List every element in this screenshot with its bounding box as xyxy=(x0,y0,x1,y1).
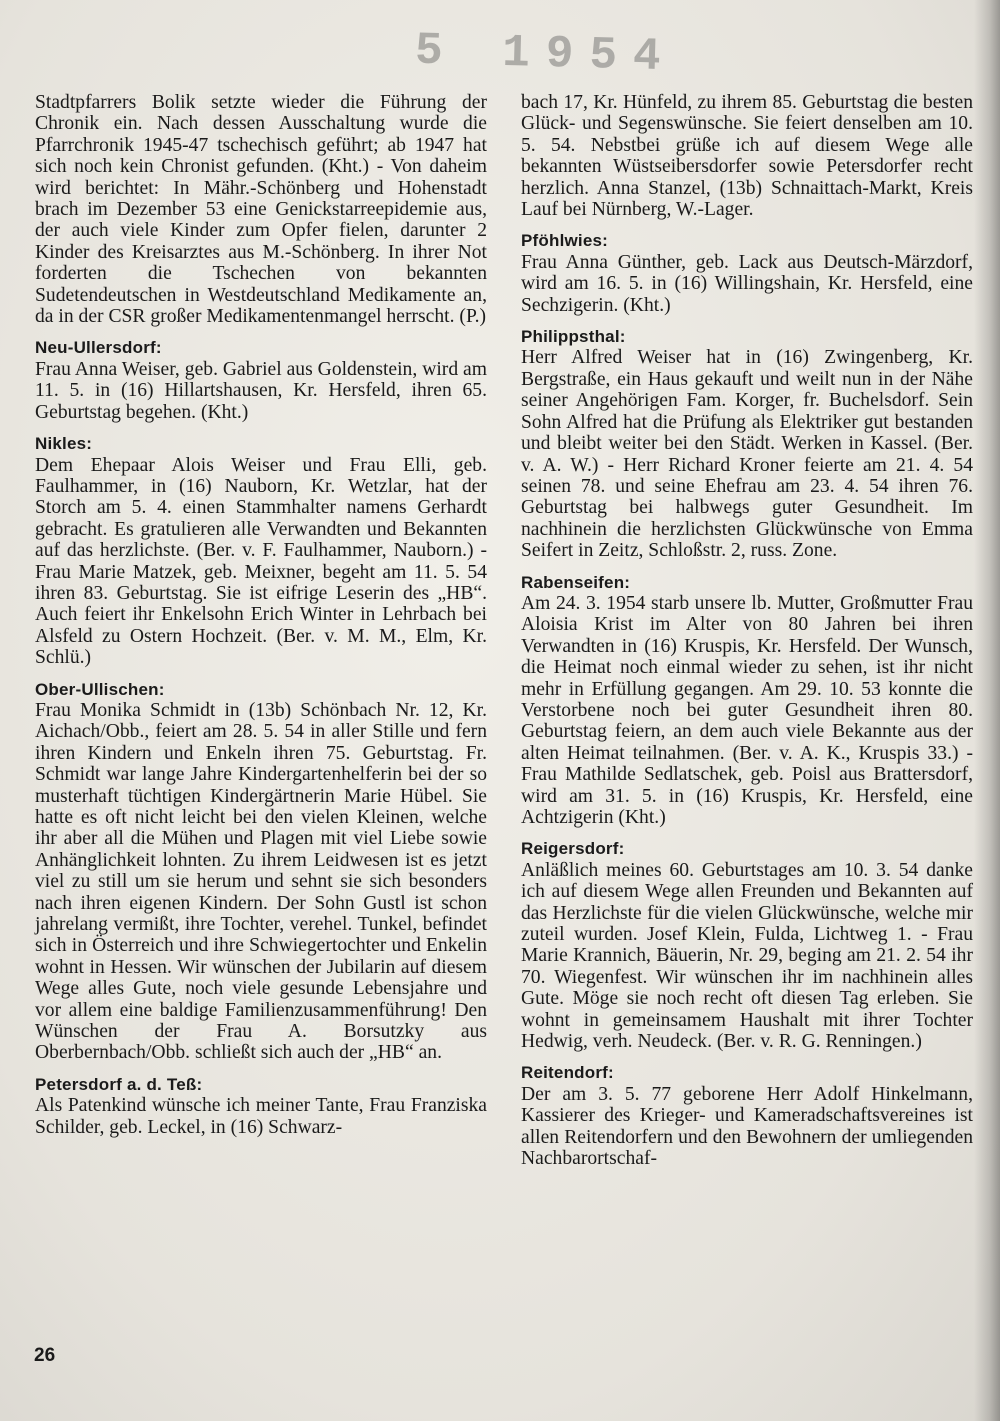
page-edge-shadow xyxy=(974,0,1000,1421)
section-text-ober-ullischen: Frau Monika Schmidt in (13b) Schönbach Nr. 12, Kr. Aichach/Obb., feiert am 28. 5. 54 in aller Stille und fern ihren Kindern und Enkeln ihren 75. Geburtstag. Fr. Schmidt war lange Jahre Kindergartenhelferin bei der so musterhaft tüchtigen Kindergärtnerin Marie Hübel. Sie hatte es oft nicht leicht bei den vielen Kleinen, welche ihr aber all die Mühen und Plagen mit viel Liebe sowie Anhänglichkeit lohnten. Zu ihrem Leidwesen ist es jetzt viel zu still um sie herum und sehnt sie sich besonders nach ihren eigenen Kindern. Der Sohn Gustl ist schon jahrelang vermißt, ihre Tochter, verehel. Tunkel, befindet sich in Österreich und ihre Schwiegertochter und Enkelin wohnt in Hessen. Wir wünschen der Jubilarin auf diesem Wege alles Gute, noch viele gesunde Lebensjahre und vor allem eine baldige Familienzusammenführung! Den Wünschen der Frau A. Borsutzky aus Oberbernbach/Obb. schließt sich auch der „HB“ an. xyxy=(35,699,487,1064)
left-column xyxy=(35,92,487,1138)
right-column xyxy=(521,92,973,1170)
section-heading-petersdorf: Petersdorf a. d. Teß: xyxy=(35,1074,203,1094)
right-intro-paragraph: bach 17, Kr. Hünfeld, zu ihrem 85. Geburtstag die besten Glück- und Segenswünsche. Sie feiert denselben am 10. 5. 54. Nebstbei grüße ich auf diesem Wege alle bekannten Wüstseibersdorfer sowie Petersdorfer recht herzlich. Anna Stanzel, (13b) Schnaittach-Markt, Kreis Lauf bei Nürnberg, W.-Lager. xyxy=(521,92,973,221)
section-text-reitendorf: Der am 3. 5. 77 geborene Herr Adolf Hinkelmann, Kassierer des Krieger- und Kameradschaftsvereines ist allen Reitendorfern und den Bewohnern der umliegenden Nachbarortschaf- xyxy=(521,1083,973,1170)
section-heading-pfoehlwies: Pföhlwies: xyxy=(521,231,609,251)
page-number: 26 xyxy=(34,1345,56,1366)
section-heading-neu-ullersdorf: Neu-Ullersdorf: xyxy=(35,338,162,358)
date-stamp: 5 1954 xyxy=(414,24,678,84)
section-text-philippsthal: Herr Alfred Weiser hat in (16) Zwingenberg, Kr. Bergstraße, ein Haus gekauft und weilt nun in der Nähe seiner Angehörigen Fam. Korger, fr. Buchelsdorf. Sein Sohn Alfred hat die Prüfung als Elektriker gut bestanden und bleibt weiter bei den Städt. Werken in Kassel. (Ber. v. A. W.) - Herr Richard Kroner feierte am 21. 4. 54 seinen 78. und seine Ehefrau am 23. 4. 54 ihren 76. Geburtstag bei halbwegs guter Gesundheit. Im nachhinein die herzlichsten Glückwünsche von Emma Seifert in Zeitz, Schloßstr. 2, russ. Zone. xyxy=(521,347,973,562)
section-heading-nikles: Nikles: xyxy=(35,434,93,454)
section-text-petersdorf: Als Patenkind wünsche ich meiner Tante, Frau Franziska Schilder, geb. Leckel, in (16) Schwarz- xyxy=(35,1095,487,1138)
section-heading-philippsthal: Philippsthal: xyxy=(521,327,626,347)
section-heading-rabenseifen: Rabenseifen: xyxy=(521,572,631,592)
section-text-reigersdorf: Anläßlich meines 60. Geburtstages am 10. 3. 54 danke ich auf diesem Wege allen Freunden und Bekannten auf das Herzlichste für die vielen Glückwünsche, welche mir zuteil wurden. Josef Klein, Fulda, Lichtweg 1. - Frau Marie Krannich, Bäuerin, Nr. 29, beging am 21. 2. 54 ihr 70. Wiegenfest. Wir wünschen ihr im nachhinein alles Gute. Möge sie noch recht oft diesen Tag erleben. Sie wohnt in gemeinsamem Haushalt mit ihrer Tochter Hedwig, verh. Neudeck. (Ber. v. R. G. Renningen.) xyxy=(521,859,973,1053)
section-text-neu-ullersdorf: Frau Anna Weiser, geb. Gabriel aus Goldenstein, wird am 11. 5. in (16) Hillartshausen, Kr. Hersfeld, ihren 65. Geburtstag begehen. (Kht.) xyxy=(35,358,487,423)
section-text-pfoehlwies: Frau Anna Günther, geb. Lack aus Deutsch-Märzdorf, wird am 16. 5. in (16) Willingshain, Kr. Hersfeld, eine Sechzigerin. (Kht.) xyxy=(521,251,973,316)
section-heading-reigersdorf: Reigersdorf: xyxy=(521,839,625,859)
section-text-nikles: Dem Ehepaar Alois Weiser und Frau Elli, geb. Faulhammer, in (16) Nauborn, Kr. Wetzlar, hat der Storch am 5. 4. einen Stammhalter namens Gerhardt gebracht. Es gratulieren alle Verwandten und Bekannten auf das herzlichste. (Ber. v. F. Faulhammer, Nauborn.) - Frau Marie Matzek, geb. Meixner, begeht am 11. 5. 54 ihren 83. Geburtstag. Sie ist eifrige Leserin des „HB“. Auch feiert ihr Enkelsohn Erich Winter in Lehrbach bei Alsfeld zu Ostern Hochzeit. (Ber. v. M. M., Elm, Kr. Schlü.) xyxy=(35,454,487,669)
section-heading-reitendorf: Reitendorf: xyxy=(521,1063,614,1083)
section-heading-ober-ullischen: Ober-Ullischen: xyxy=(35,679,165,699)
section-text-rabenseifen: Am 24. 3. 1954 starb unsere lb. Mutter, Großmutter Frau Aloisia Krist im Alter von 80 Jahren bei ihren Verwandten in (16) Kruspis, Kr. Hersfeld. Der Wunsch, die Heimat noch einmal wieder zu sehen, ist ihr nicht mehr in Erfüllung gegangen. Am 29. 10. 53 konnte die Verstorbene noch bei guter Gesundheit ihren 80. Geburtstag feiern, an dem auch viele Bekannte aus der alten Heimat teilnahmen. (Ber. v. A. K., Kruspis 33.) - Frau Mathilde Sedlatschek, geb. Poisl aus Brattersdorf, wird am 31. 5. in (16) Kruspis, Kr. Hersfeld, eine Achtzigerin (Kht.) xyxy=(521,592,973,828)
left-intro-paragraph: Stadtpfarrers Bolik setzte wieder die Führung der Chronik ein. Nach dessen Ausschaltung wurde die Pfarrchronik 1945-47 tschechisch geführt; ab 1947 hat sich noch kein Chronist gefunden. (Kht.) - Von daheim wird berichtet: In Mähr.-Schönberg und Hohenstadt brach im Dezember 53 eine Genickstarreepidemie aus, der auch viele Kinder zum Opfer fielen, darunter 2 Kinder des Kreisarztes aus M.-Schönberg. In ihrer Not forderten die Tschechen von bekannten Sudetendeutschen in Westdeutschland Medikamente an, da in der CSR großer Medikamentenmangel herrscht. (P.) xyxy=(35,92,487,328)
